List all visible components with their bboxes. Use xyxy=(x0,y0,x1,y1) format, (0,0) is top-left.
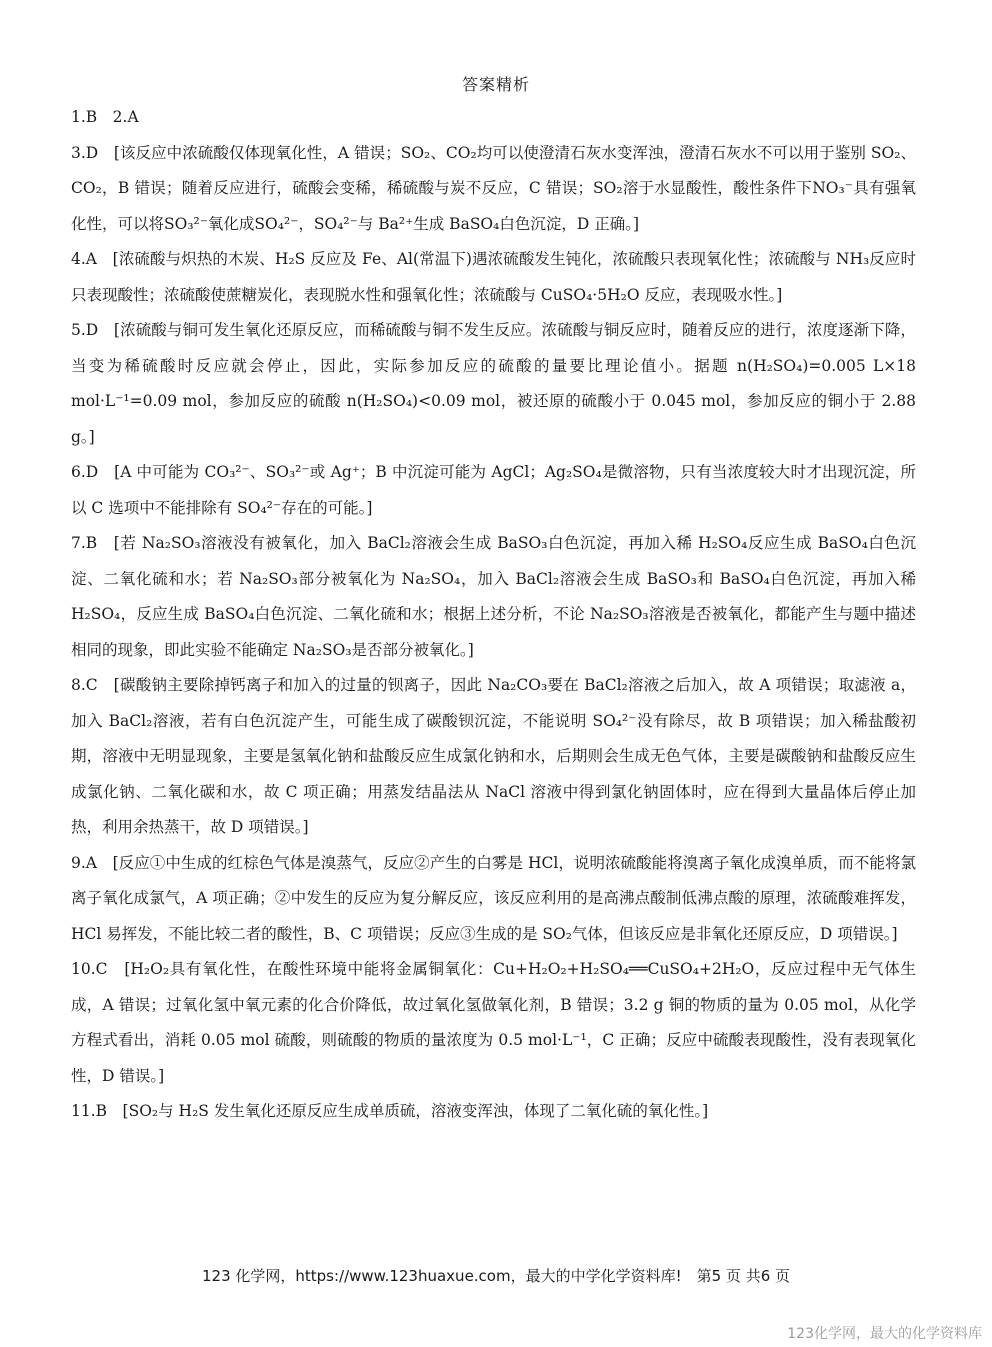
answer-item-7: 7.B [若 Na₂SO₃溶液没有被氧化，加入 BaCl₂溶液会生成 BaSO₃白色沉淀，再加入稀 H₂SO₄反应生成 BaSO₄白色沉淀、二氧化硫和水；若 Na₂SO₃部分被氧化为 Na₂SO₄，加入 BaCl₂溶液会生成 BaSO₃和 BaSO₄白色沉淀，再加入稀 H₂SO₄，反应生成 BaSO₄白色沉淀、二氧化硫和水；根据上述分析，不论 Na₂SO₃溶液是否被氧化，都能产生与题中描述相同的现象，即此实验不能确定 Na₂SO₃是否部分被氧化。] xyxy=(71,534,916,659)
answer-list xyxy=(71,100,916,1130)
answer-item-9: 9.A [反应①中生成的红棕色气体是溴蒸气，反应②产生的白雾是 HCl，说明浓硫酸能将溴离子氧化成溴单质，而不能将氯离子氧化成氯气，A 项正确；②中发生的反应为复分解反应，该反应利用的是高沸点酸制低沸点酸的原理，浓硫酸难挥发，HCl 易挥发，不能比较二者的酸性，B、C 项错误；反应③生成的是 SO₂气体，但该反应是非氧化还原反应，D 项错误。] xyxy=(71,853,916,943)
answer-item-6: 6.D [A 中可能为 CO₃²⁻、SO₃²⁻或 Ag⁺；B 中沉淀可能为 AgCl；Ag₂SO₄是微溶物，只有当浓度较大时才出现沉淀，所以 C 选项中不能排除有 SO₄²⁻存在的可能。] xyxy=(71,463,916,517)
page-title: 答案精析 xyxy=(461,75,530,94)
answer-item-1-2: 1.B 2.A xyxy=(71,108,139,126)
answer-item-3: 3.D [该反应中浓硫酸仅体现氧化性，A 错误；SO₂、CO₂均可以使澄清石灰水变浑浊，澄清石灰水不可以用于鉴别 SO₂、CO₂，B 错误；随着反应进行，硫酸会变稀，稀硫酸与炭不反应，C 错误；SO₂溶于水显酸性，酸性条件下NO₃⁻具有强氧化性，可以将SO₃²⁻氧化成SO₄²⁻，SO₄²⁻与 Ba²⁺生成 BaSO₄白色沉淀，D 正确。] xyxy=(71,143,916,233)
answer-item-5: 5.D [浓硫酸与铜可发生氧化还原反应，而稀硫酸与铜不发生反应。浓硫酸与铜反应时，随着反应的进行，浓度逐渐下降，当变为稀硫酸时反应就会停止，因此，实际参加反应的硫酸的量要比理论值小。据题 n(H₂SO₄)=0.005 L×18 mol·L⁻¹=0.09 mol，参加反应的硫酸 n(H₂SO₄)<0.09 mol，被还原的硫酸小于 0.045 mol，参加反应的铜小于 2.88 g。] xyxy=(71,321,916,446)
answer-item-10: 10.C [H₂O₂具有氧化性，在酸性环境中能将金属铜氧化：Cu+H₂O₂+H₂SO₄══CuSO₄+2H₂O，反应过程中无气体生成，A 错误；过氧化氢中氧元素的化合价降低，故过氧化氢做氧化剂，B 错误；3.2 g 铜的物质的量为 0.05 mol，从化学方程式看出，消耗 0.05 mol 硫酸，则硫酸的物质的量浓度为 0.5 mol·L⁻¹，C 正确；反应中硫酸表现酸性，没有表现氧化性，D 错误。] xyxy=(71,960,916,1085)
watermark: 123化学网，最大的化学资料库 xyxy=(787,1326,982,1342)
answer-item-11: 11.B [SO₂与 H₂S 发生氧化还原反应生成单质硫，溶液变浑浊，体现了二氧化硫的氧化性。] xyxy=(71,1102,709,1120)
answer-item-8: 8.C [碳酸钠主要除掉钙离子和加入的过量的钡离子，因此 Na₂CO₃要在 BaCl₂溶液之后加入，故 A 项错误；取滤液 a，加入 BaCl₂溶液，若有白色沉淀产生，可能生成了碳酸钡沉淀，不能说明 SO₄²⁻没有除尽，故 B 项错误；加入稀盐酸初期，溶液中无明显现象，主要是氢氧化钠和盐酸反应生成氯化钠和水，后期则会生成无色气体，主要是碳酸钠和盐酸反应生成氯化钠、二氧化碳和水，故 C 项正确；用蒸发结晶法从 NaCl 溶液中得到氯化钠固体时，应在得到大量晶体后停止加热，利用余热蒸干，故 D 项错误。] xyxy=(71,676,916,836)
page-footer: 123 化学网，https://www.123huaxue.com，最大的中学化学资料库! 第5 页 共6 页 xyxy=(201,1267,791,1285)
answer-item-4: 4.A [浓硫酸与炽热的木炭、H₂S 反应及 Fe、Al(常温下)遇浓硫酸发生钝化，浓硫酸只表现氧化性；浓硫酸与 NH₃反应时只表现酸性；浓硫酸使蔗糖炭化，表现脱水性和强氧化性；浓硫酸与 CuSO₄·5H₂O 反应，表现吸水性。] xyxy=(71,250,916,304)
